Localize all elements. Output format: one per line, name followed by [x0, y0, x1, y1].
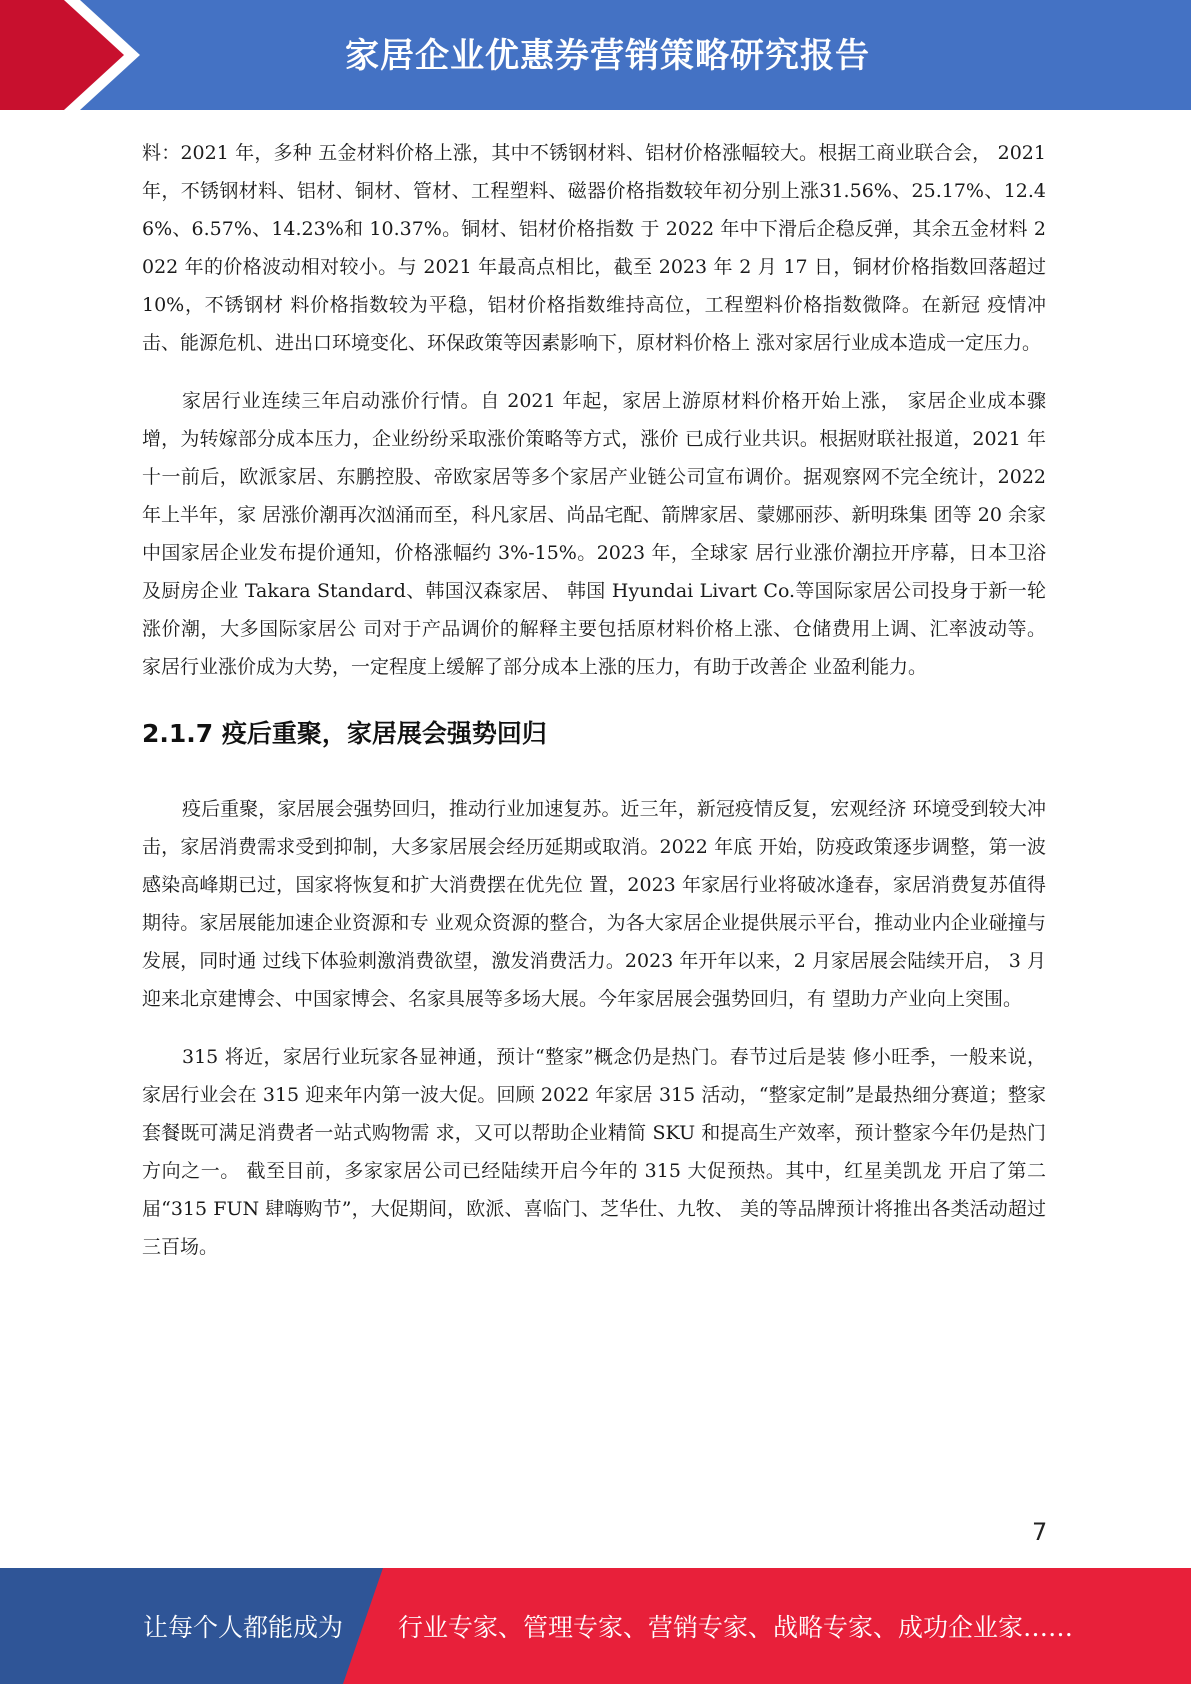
report-title: 家居企业优惠券营销策略研究报告: [345, 36, 870, 76]
body-paragraph-1: 料：2021 年，多种 五金材料价格上涨，其中不锈钢材料、铝材价格涨幅较大。根据工商业联合会， 2021 年，不锈钢材料、铝材、铜材、管材、工程塑料、磁器价格指数较年初分别上涨31.56%、25.17%、12.46%、6.57%、14.23%和 10.37%。铜材、铝材价格指数 于 2022 年中下滑后企稳反弹，其余五金材料 2022 年的价格波动相对较小。与 2021 年最高点相比，截至 2023 年 2 月 17 日，铜材价格指数回落超过 10%，不锈钢材 料价格指数较为平稳，铝材价格指数维持高位，工程塑料价格指数微降。在新冠 疫情冲击、能源危机、进出口环境变化、环保政策等因素影响下，原材料价格上 涨对家居行业成本造成一定压力。: [142, 142, 1046, 354]
page-number: 7: [1032, 1518, 1048, 1546]
main-content: [142, 134, 1046, 1286]
body-paragraph-4: 315 将近，家居行业玩家各显神通，预计“整家”概念仍是热门。春节过后是装 修小旺季，一般来说，家居行业会在 315 迎来年内第一波大促。回顾 2022 年家居 315 活动，“整家定制”是最热细分赛道；整家套餐既可满足消费者一站式购物需 求，又可以帮助企业精简 SKU 和提高生产效率，预计整家今年仍是热门方向之一。 截至目前，多家家居公司已经陆续开启今年的 315 大促预热。其中，红星美凯龙 开启了第二届“315 FUN 肆嗨购节”，大促期间，欧派、喜临门、芝华仕、九牧、 美的等品牌预计将推出各类活动超过三百场。: [142, 1046, 1046, 1258]
section-heading: 2.1.7 疫后重聚，家居展会强势回归: [142, 719, 547, 748]
footer-slogan-left: 让每个人都能成为: [143, 1613, 344, 1642]
body-paragraph-3: 疫后重聚，家居展会强势回归，推动行业加速复苏。近三年，新冠疫情反复，宏观经济 环境受到较大冲击，家居消费需求受到抑制，大多家居展会经历延期或取消。2022 年底 开始，防疫政策逐步调整，第一波感染高峰期已过，国家将恢复和扩大消费摆在优先位 置，2023 年家居行业将破冰逢春，家居消费复苏值得期待。家居展能加速企业资源和专 业观众资源的整合，为各大家居企业提供展示平台，推动业内企业碰撞与发展，同时通 过线下体验刺激消费欲望，激发消费活力。2023 年开年以来，2 月家居展会陆续开启， 3 月迎来北京建博会、中国家博会、名家具展等多场大展。今年家居展会强势回归，有 望助力产业向上突围。: [142, 798, 1046, 1010]
footer-slogan-right: 行业专家、管理专家、营销专家、战略专家、成功企业家……: [398, 1613, 1074, 1642]
page-header: [0, 0, 1191, 110]
body-paragraph-2: 家居行业连续三年启动涨价行情。自 2021 年起，家居上游原材料价格开始上涨， 家居企业成本骤增，为转嫁部分成本压力，企业纷纷采取涨价策略等方式，涨价 已成行业共识。根据财联社报道，2021 年十一前后，欧派家居、东鹏控股、帝欧家居等多个家居产业链公司宣布调价。据观察网不完全统计，2022 年上半年，家 居涨价潮再次汹涌而至，科凡家居、尚品宅配、箭牌家居、蒙娜丽莎、新明珠集 团等 20 余家中国家居企业发布提价通知，价格涨幅约 3%-15%。2023 年，全球家 居行业涨价潮拉开序幕，日本卫浴及厨房企业 Takara Standard、韩国汉森家居、 韩国 Hyundai Livart Co.等国际家居公司投身于新一轮涨价潮，大多国际家居公 司对于产品调价的解释主要包括原材料价格上涨、仓储费用上调、汇率波动等。 家居行业涨价成为大势，一定程度上缓解了部分成本上涨的压力，有助于改善企 业盈利能力。: [142, 390, 1046, 678]
page-footer: [0, 1568, 1191, 1684]
